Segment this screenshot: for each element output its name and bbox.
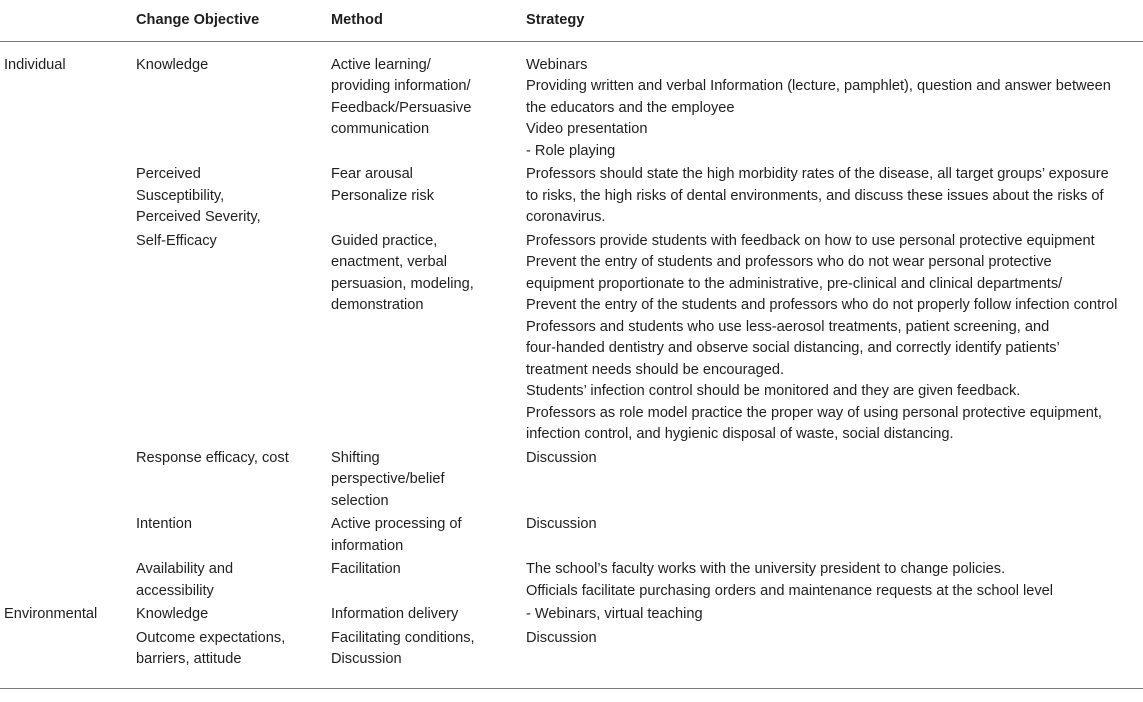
strategy-cell: [526, 41, 1143, 164]
objective-line: Knowledge: [136, 56, 209, 73]
strategy-cell: [526, 448, 1143, 515]
table-row: [0, 448, 1143, 515]
table-row: [0, 628, 1143, 689]
strategy-line: - Role playing: [526, 142, 616, 159]
method-cell: [331, 604, 526, 628]
method-line: demonstration: [331, 297, 424, 313]
objective-cell: [136, 448, 331, 515]
objective-cell: [136, 628, 331, 689]
method-line: Shifting: [331, 449, 380, 466]
strategy-line: Discussion: [526, 516, 597, 532]
method-cell: [331, 164, 526, 231]
strategy-cell: [526, 604, 1143, 628]
objective-cell: [136, 41, 331, 164]
level-cell: [0, 514, 136, 559]
strategy-line: Discussion: [526, 629, 597, 646]
header-change-objective: Change Objective: [136, 0, 331, 41]
level-cell: [0, 628, 136, 689]
strategy-line: Video presentation: [526, 121, 648, 137]
method-line: Facilitation: [331, 561, 401, 577]
table-row: [0, 231, 1143, 448]
method-line: persuasion, modeling,: [331, 275, 474, 292]
method-line: Facilitating conditions,: [331, 629, 475, 646]
objective-line: Response efficacy, cost: [136, 449, 289, 466]
objective-cell: [136, 604, 331, 628]
strategy-cell: [526, 559, 1143, 604]
strategy-line: infection control, and hygienic disposal of waste, social distancing.: [526, 426, 954, 442]
table-row: [0, 164, 1143, 231]
strategy-line: Prevent the entry of students and professors who do not wear personal protective: [526, 254, 1052, 270]
objective-line: Availability and: [136, 561, 234, 577]
strategy-line: Professors provide students with feedback on how to use personal protective equipment: [526, 232, 1095, 249]
strategy-cell: [526, 164, 1143, 231]
method-cell: [331, 41, 526, 164]
strategy-line: coronavirus.: [526, 209, 606, 225]
header-strategy: Strategy: [526, 0, 1143, 41]
method-line: providing information/: [331, 78, 471, 94]
strategy-line: Webinars: [526, 56, 588, 73]
strategy-line: Professors should state the high morbidity rates of the disease, all target groups’ exposure: [526, 166, 1109, 182]
strategy-line: - Webinars, virtual teaching: [526, 606, 703, 622]
objective-cell: [136, 164, 331, 231]
strategy-line: Discussion: [526, 449, 597, 466]
strategy-line: Professors and students who use less-aerosol treatments, patient screening, and: [526, 318, 1050, 335]
strategy-cell: [526, 231, 1143, 448]
method-line: enactment, verbal: [331, 254, 448, 270]
method-cell: [331, 628, 526, 689]
objective-line: Knowledge: [136, 606, 209, 622]
strategy-line: Students’ infection control should be monitored and they are given feedback.: [526, 383, 1021, 399]
table-row: [0, 514, 1143, 559]
level-cell: [0, 231, 136, 448]
level-text: Environmental: [4, 606, 98, 622]
strategy-line: The school’s faculty works with the university president to change policies.: [526, 561, 1006, 577]
method-line: Guided practice,: [331, 232, 438, 249]
strategy-line: treatment needs should be encouraged.: [526, 361, 785, 378]
objective-line: Intention: [136, 516, 192, 532]
method-line: Information delivery: [331, 606, 459, 622]
table-body: [0, 41, 1143, 688]
method-cell: [331, 448, 526, 515]
level-cell: [0, 164, 136, 231]
method-cell: [331, 559, 526, 604]
method-line: Discussion: [331, 651, 402, 667]
strategy-line: four-handed dentistry and observe social distancing, and correctly identify patients’: [526, 340, 1060, 356]
method-line: Feedback/Persuasive: [331, 99, 472, 116]
objective-line: Perceived Severity,: [136, 209, 261, 225]
objective-cell: [136, 559, 331, 604]
header-level: [0, 0, 136, 41]
strategy-line: Officials facilitate purchasing orders and maintenance requests at the school level: [526, 582, 1054, 599]
objective-cell: [136, 514, 331, 559]
strategy-line: to risks, the high risks of dental environments, and discuss these issues about the risks of: [526, 187, 1104, 204]
level-cell: [0, 41, 136, 164]
objective-cell: [136, 231, 331, 448]
method-line: Active learning/: [331, 56, 431, 73]
header-row: [0, 0, 1143, 41]
header-method: Method: [331, 0, 526, 41]
method-line: selection: [331, 492, 389, 509]
objective-line: accessibility: [136, 582, 214, 599]
table-row: [0, 41, 1143, 164]
strategy-cell: [526, 514, 1143, 559]
strategy-line: equipment proportionate to the administrative, pre-clinical and clinical departments/: [526, 275, 1063, 292]
level-cell: [0, 448, 136, 515]
level-text: Individual: [4, 56, 66, 73]
strategy-line: Providing written and verbal Information (lecture, pamphlet), question and answer between: [526, 78, 1111, 94]
objective-line: Perceived: [136, 166, 201, 182]
table-row: [0, 559, 1143, 604]
strategy-line: the educators and the employee: [526, 99, 735, 116]
table-row: [0, 604, 1143, 628]
method-line: Active processing of: [331, 516, 462, 532]
method-line: Personalize risk: [331, 187, 435, 204]
objective-line: Self-Efficacy: [136, 232, 217, 249]
strategy-line: Professors as role model practice the proper way of using personal protective equipment,: [526, 404, 1102, 421]
strategy-line: Prevent the entry of the students and professors who do not properly follow infection control: [526, 297, 1118, 313]
method-cell: [331, 231, 526, 448]
method-line: Fear arousal: [331, 166, 413, 182]
level-cell: [0, 559, 136, 604]
strategy-cell: [526, 628, 1143, 689]
objective-line: barriers, attitude: [136, 651, 242, 667]
objective-line: Susceptibility,: [136, 187, 225, 204]
objective-line: Outcome expectations,: [136, 629, 286, 646]
level-cell: [0, 604, 136, 628]
method-line: perspective/belief: [331, 471, 445, 487]
method-cell: [331, 514, 526, 559]
method-line: communication: [331, 121, 430, 137]
method-line: information: [331, 537, 404, 554]
